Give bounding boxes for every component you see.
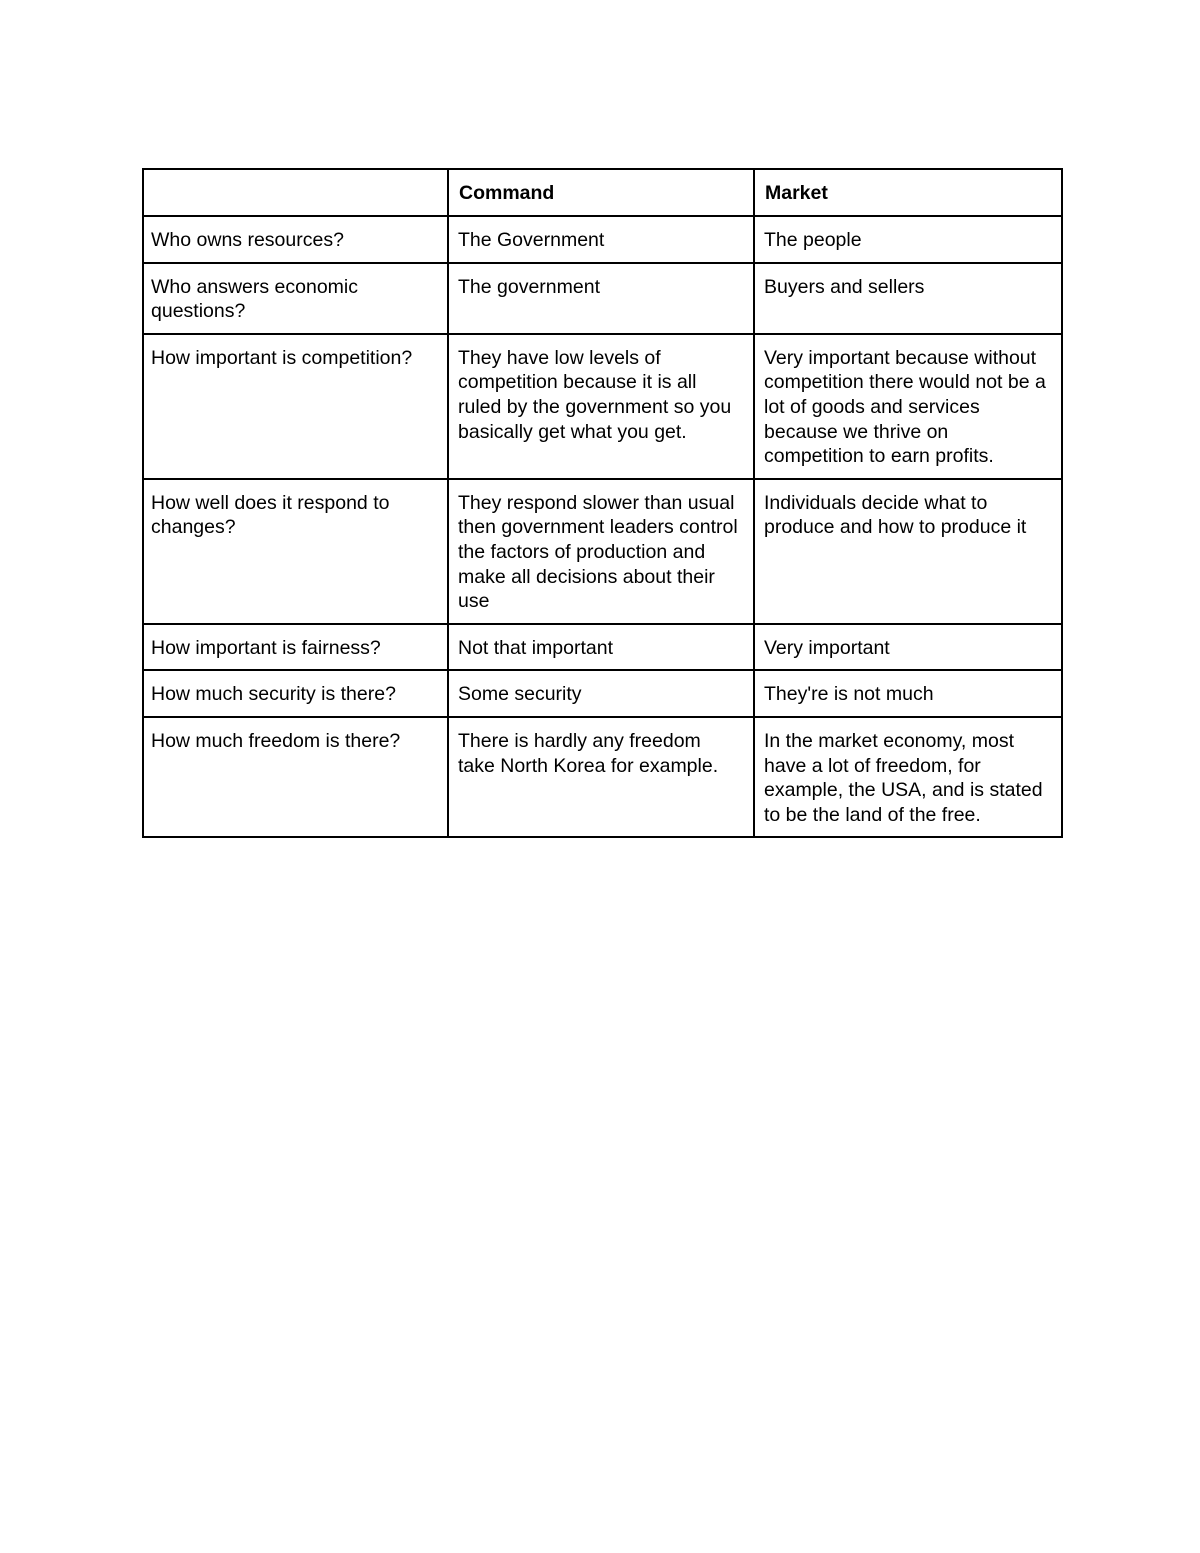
row-market-answer: The people [754, 216, 1062, 263]
table-row [143, 624, 1062, 671]
header-corner-cell [143, 169, 448, 216]
table-row [143, 216, 1062, 263]
row-market-answer: Buyers and sellers [754, 263, 1062, 334]
row-command-answer: They respond slower than usual then government leaders control the factors of production and make all decisions about their use [448, 479, 754, 624]
row-command-answer: There is hardly any freedom take North Korea for example. [448, 717, 754, 837]
row-question: How important is fairness? [143, 624, 448, 671]
row-question: Who answers economic questions? [143, 263, 448, 334]
table-row [143, 670, 1062, 717]
row-question: Who owns resources? [143, 216, 448, 263]
header-market: Market [754, 169, 1062, 216]
row-market-answer: In the market economy, most have a lot of freedom, for example, the USA, and is stated to be the land of the free. [754, 717, 1062, 837]
row-question: How well does it respond to changes? [143, 479, 448, 624]
table-row [143, 717, 1062, 837]
row-command-answer: Not that important [448, 624, 754, 671]
row-command-answer: Some security [448, 670, 754, 717]
row-market-answer: They're is not much [754, 670, 1062, 717]
economy-comparison-table [142, 168, 1063, 838]
header-command: Command [448, 169, 754, 216]
table-row [143, 263, 1062, 334]
row-question: How important is competition? [143, 334, 448, 479]
row-market-answer: Very important because without competition there would not be a lot of goods and services because we thrive on competition to earn profits. [754, 334, 1062, 479]
row-market-answer: Individuals decide what to produce and how to produce it [754, 479, 1062, 624]
row-command-answer: The government [448, 263, 754, 334]
table-row [143, 334, 1062, 479]
row-question: How much freedom is there? [143, 717, 448, 837]
row-question: How much security is there? [143, 670, 448, 717]
row-command-answer: The Government [448, 216, 754, 263]
table-row [143, 479, 1062, 624]
table-header-row [143, 169, 1062, 216]
row-command-answer: They have low levels of competition because it is all ruled by the government so you basically get what you get. [448, 334, 754, 479]
row-market-answer: Very important [754, 624, 1062, 671]
